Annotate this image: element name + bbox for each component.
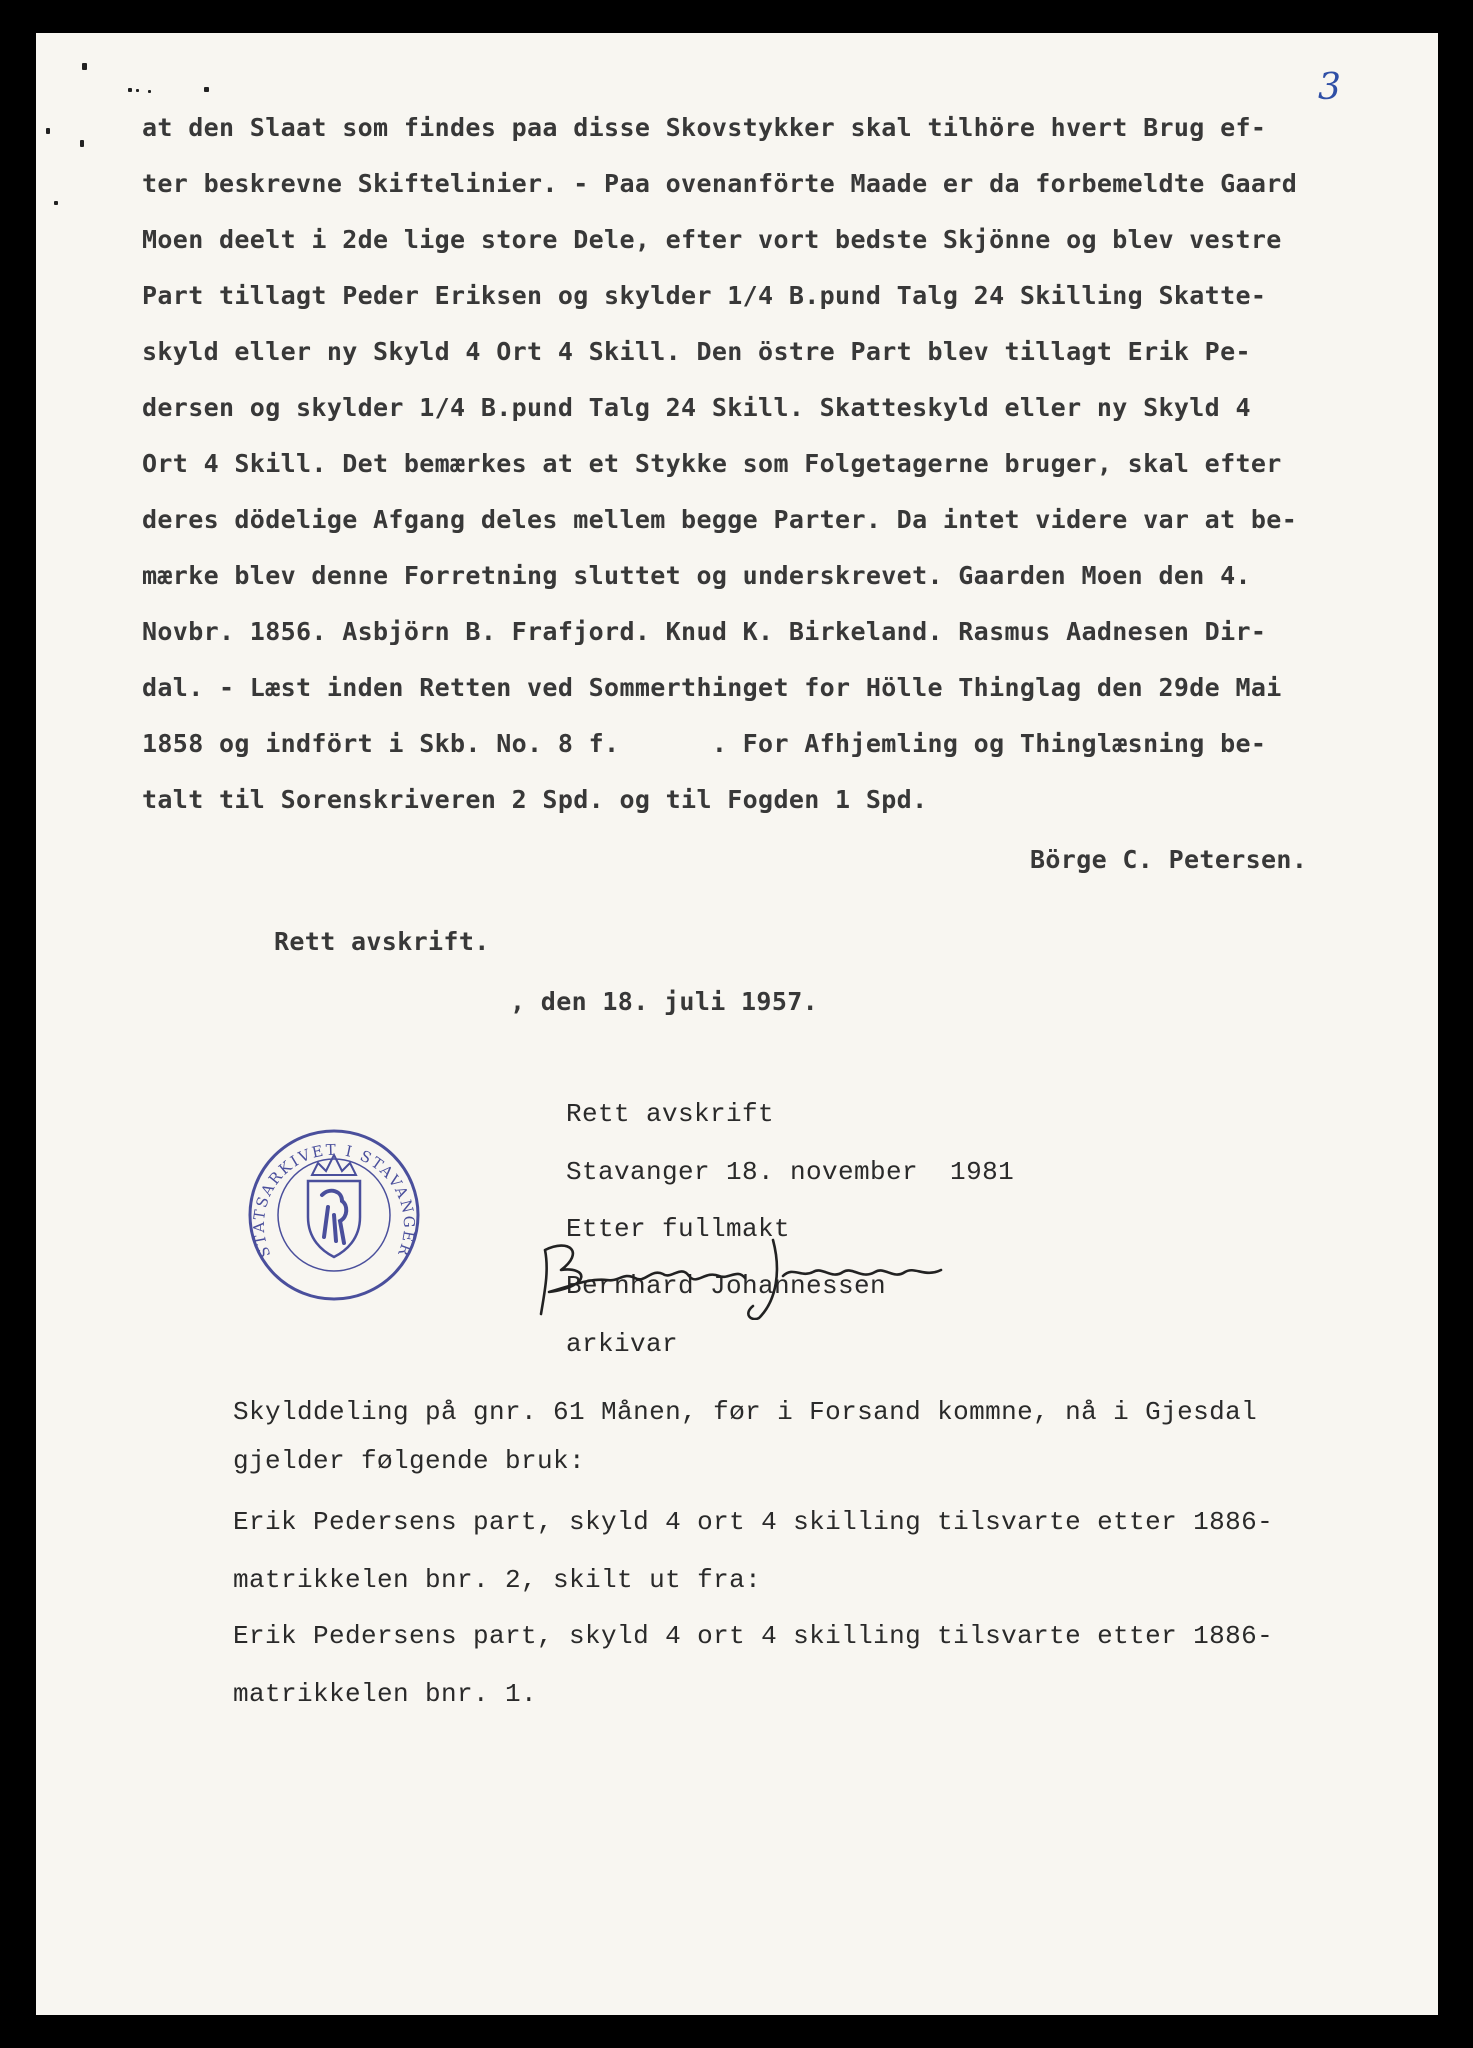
certification-title: Rett avskrift xyxy=(566,1099,775,1129)
scan-speck xyxy=(46,128,50,134)
original-date-line: , den 18. juli 1957. xyxy=(510,987,819,1016)
original-text-line: deres dödelige Afgang deles mellem begge Parter. Da intet videre var at be- xyxy=(142,505,1298,534)
original-certification: Rett avskrift. xyxy=(274,927,490,956)
scan-speck xyxy=(128,88,132,92)
note-line: Erik Pedersens part, skyld 4 ort 4 skilling tilsvarte etter 1886- xyxy=(233,1621,1274,1651)
document-page xyxy=(36,33,1438,2015)
scan-speck xyxy=(136,89,139,92)
svg-text:STATSARKIVET I STAVANGER xyxy=(250,1141,418,1260)
signature-stroke xyxy=(748,1240,941,1319)
page-number: 3 xyxy=(1318,67,1341,108)
note-line: Erik Pedersens part, skyld 4 ort 4 skilling tilsvarte etter 1886- xyxy=(233,1507,1274,1537)
note-line: matrikkelen bnr. 2, skilt ut fra: xyxy=(233,1565,762,1595)
original-text-line: talt til Sorenskriveren 2 Spd. og til Fogden 1 Spd. xyxy=(142,785,928,814)
certifier-role: arkivar xyxy=(566,1329,679,1359)
original-text-line: Moen deelt i 2de lige store Dele, efter vort bedste Skjönne og blev vestre xyxy=(142,225,1282,254)
certifier-name: Bernhard Johannessen xyxy=(566,1271,887,1301)
original-text-line: mærke blev denne Forretning sluttet og underskrevet. Gaarden Moen den 4. xyxy=(142,561,1251,590)
scan-speck xyxy=(80,140,84,147)
original-text-line: dal. - Læst inden Retten ved Sommerthinget for Hölle Thinglag den 29de Mai xyxy=(142,673,1282,702)
signature-stroke xyxy=(541,1246,745,1314)
original-text-line: skyld eller ny Skyld 4 Ort 4 Skill. Den östre Part blev tillagt Erik Pe- xyxy=(142,337,1251,366)
original-text-line: dersen og skylder 1/4 B.pund Talg 24 Skill. Skatteskyld eller ny Skyld 4 xyxy=(142,393,1251,422)
note-line: gjelder følgende bruk: xyxy=(233,1446,586,1476)
original-text-line: Novbr. 1856. Asbjörn B. Frafjord. Knud K. Birkeland. Rasmus Aadnesen Dir- xyxy=(142,617,1267,646)
scan-speck xyxy=(148,90,151,93)
lion-icon xyxy=(322,1191,346,1243)
original-signer: Börge C. Petersen. xyxy=(1030,845,1308,874)
original-text-line: at den Slaat som findes paa disse Skovstykker skal tilhöre hvert Brug ef- xyxy=(142,113,1267,142)
certification-authority: Etter fullmakt xyxy=(566,1214,791,1244)
handwritten-signature xyxy=(531,1230,951,1320)
note-line: Skylddeling på gnr. 61 Månen, før i Forsand kommne, nå i Gjesdal xyxy=(233,1397,1258,1427)
certification-place-date: Stavanger 18. november 1981 xyxy=(566,1157,1015,1187)
note-line: matrikkelen bnr. 1. xyxy=(233,1679,538,1709)
scan-speck xyxy=(54,201,58,205)
original-text-line: ter beskrevne Skiftelinier. - Paa ovenanförte Maade er da forbemeldte Gaard xyxy=(142,169,1298,198)
scan-speck xyxy=(204,87,209,92)
archive-seal xyxy=(244,1125,424,1305)
original-text-line: Ort 4 Skill. Det bemærkes at et Stykke som Folgetagerne bruger, skal efter xyxy=(142,449,1282,478)
original-text-line: 1858 og indfört i Skb. No. 8 f. . For Afhjemling og Thinglæsning be- xyxy=(142,729,1267,758)
original-text-line: Part tillagt Peder Eriksen og skylder 1/4 B.pund Talg 24 Skilling Skatte- xyxy=(142,281,1267,310)
scan-speck xyxy=(82,63,87,70)
seal-text: STATSARKIVET I STAVANGER xyxy=(249,1140,419,1261)
